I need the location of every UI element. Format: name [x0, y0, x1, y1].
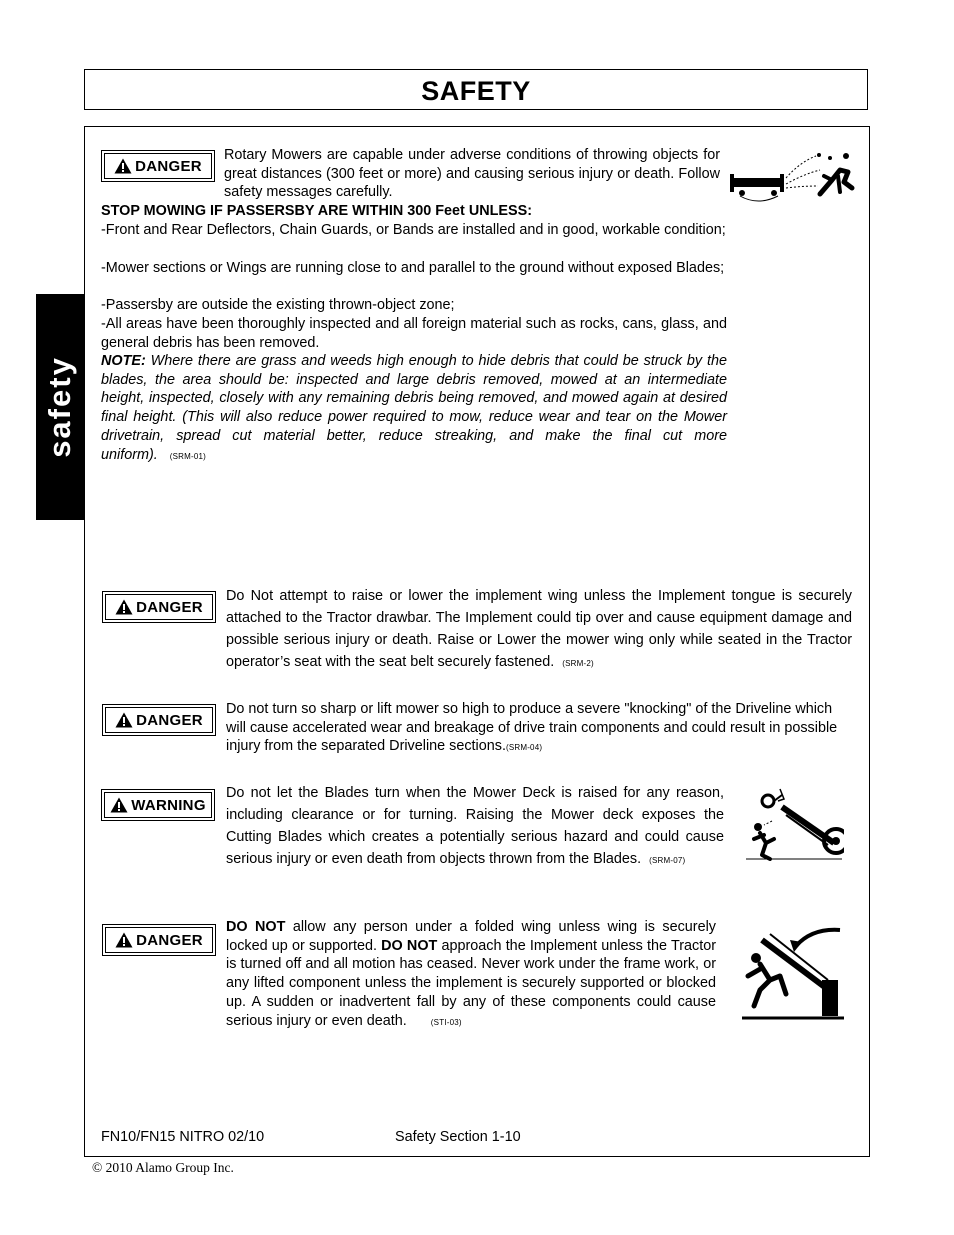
- warning-badge: [101, 789, 215, 821]
- block1-item-3: -Passersby are outside the existing thrown-object zone;: [101, 297, 455, 313]
- block4-text: [226, 782, 724, 872]
- danger-badge: [101, 150, 215, 182]
- block5-text-1: allow any person under a folded wing unless wing is securely locked up or supported.: [226, 919, 716, 954]
- danger-badge: [102, 704, 216, 736]
- code-srm-07: (SRM-07): [649, 856, 686, 865]
- warning-triangle-icon: [110, 797, 128, 813]
- block1-item-4: -All areas have been thoroughly inspected and all foreign material such as rocks, cans, glass, and general debris has been removed.: [101, 316, 727, 351]
- page-header: [84, 69, 868, 110]
- warning-triangle-icon: [114, 158, 132, 174]
- warning-triangle-icon: [115, 599, 133, 615]
- raised-deck-thrown-object-icon: [744, 785, 844, 861]
- block1-note: [101, 352, 727, 466]
- note-text: Where there are grass and weeds high enough to hide debris that could be struck by the blades, the area should be: inspected and large debris removed, mowed at an intermediate height, inspected, closely with any remaining debris being removed, and mowed again at desired final height. (This will also reduce power required to mow, reduce wear and tear on the Mower drivetrain, spread cut material better, reduce streaking, and make the final cut more uniform).: [101, 353, 727, 463]
- crush-hazard-icon: [740, 924, 846, 1022]
- page-title: SAFETY: [421, 76, 531, 106]
- block5-bold-1: DO NOT: [226, 919, 286, 935]
- block2-text: [226, 585, 852, 675]
- block1-intro: Rotary Mowers are capable under adverse conditions of throwing objects for great distances (300 feet or more) and causing serious injury or death. Follow safety messages carefully.: [224, 147, 720, 201]
- footer-section: Safety Section 1-10: [395, 1129, 521, 1145]
- danger-label: DANGER: [136, 711, 203, 729]
- danger-badge: [102, 924, 216, 956]
- danger-label: DANGER: [135, 157, 202, 175]
- block3-body: Do not turn so sharp or lift mower so high to produce a severe "knocking" of the Driveline which will cause accelerated wear and breakage of drive train components and could result in possible injury from the separated Driveline sections.: [226, 701, 838, 755]
- block5-bold-2: DO NOT: [381, 937, 438, 954]
- warning-label: WARNING: [131, 796, 206, 814]
- block1-item-1: -Front and Rear Deflectors, Chain Guards, or Bands are installed and in good, workable condition;: [101, 222, 726, 238]
- code-sti-03: (STI-03): [430, 1017, 462, 1027]
- note-label: NOTE:: [101, 353, 146, 369]
- block2-body: Do Not attempt to raise or lower the implement wing unless the Implement tongue is securely attached to the Tractor drawbar. The Implement could tip over and cause equipment damage and possible serious injury or death. Raise or Lower the mower wing only while seated in the Tractor operator’s seat with the seat belt securely fastened.: [226, 588, 852, 670]
- warning-triangle-icon: [115, 712, 133, 728]
- warning-triangle-icon: [115, 932, 133, 948]
- thrown-object-icon: [728, 148, 856, 206]
- block4-body: Do not let the Blades turn when the Mower Deck is raised for any reason, including clearance or for turning. Raising the Mower deck exposes the Cutting Blades which creates a potentially serious hazard and could cause serious injury or even death from objects thrown from the Blades.: [226, 785, 724, 867]
- section-side-tab: [36, 294, 84, 520]
- code-srm-2: (SRM-2): [562, 659, 594, 668]
- danger-badge: [102, 591, 216, 623]
- code-srm-01: (SRM-01): [169, 451, 207, 461]
- block5-text: [226, 918, 716, 1032]
- block3-text: [226, 700, 854, 758]
- block1-heading: STOP MOWING IF PASSERSBY ARE WITHIN 300 Feet UNLESS:: [101, 203, 532, 219]
- footer-model: FN10/FN15 NITRO 02/10: [101, 1129, 265, 1145]
- danger-label: DANGER: [136, 931, 203, 949]
- block1-item-2: -Mower sections or Wings are running close to and parallel to the ground without exposed Blades;: [101, 260, 725, 276]
- block5-text-2: approach the Implement unless the Tractor is turned off and all motion has ceased. Never work under the frame work, or any lifted component unless the implement is securely supported or blocked up. A sudden or inadvertent fall by any of these components could cause serious injury or even death.: [226, 937, 716, 1029]
- danger-label: DANGER: [136, 598, 203, 616]
- copyright: © 2010 Alamo Group Inc.: [92, 1160, 234, 1175]
- side-tab-label: safety: [42, 356, 77, 458]
- code-srm-04: (SRM-04): [505, 743, 543, 753]
